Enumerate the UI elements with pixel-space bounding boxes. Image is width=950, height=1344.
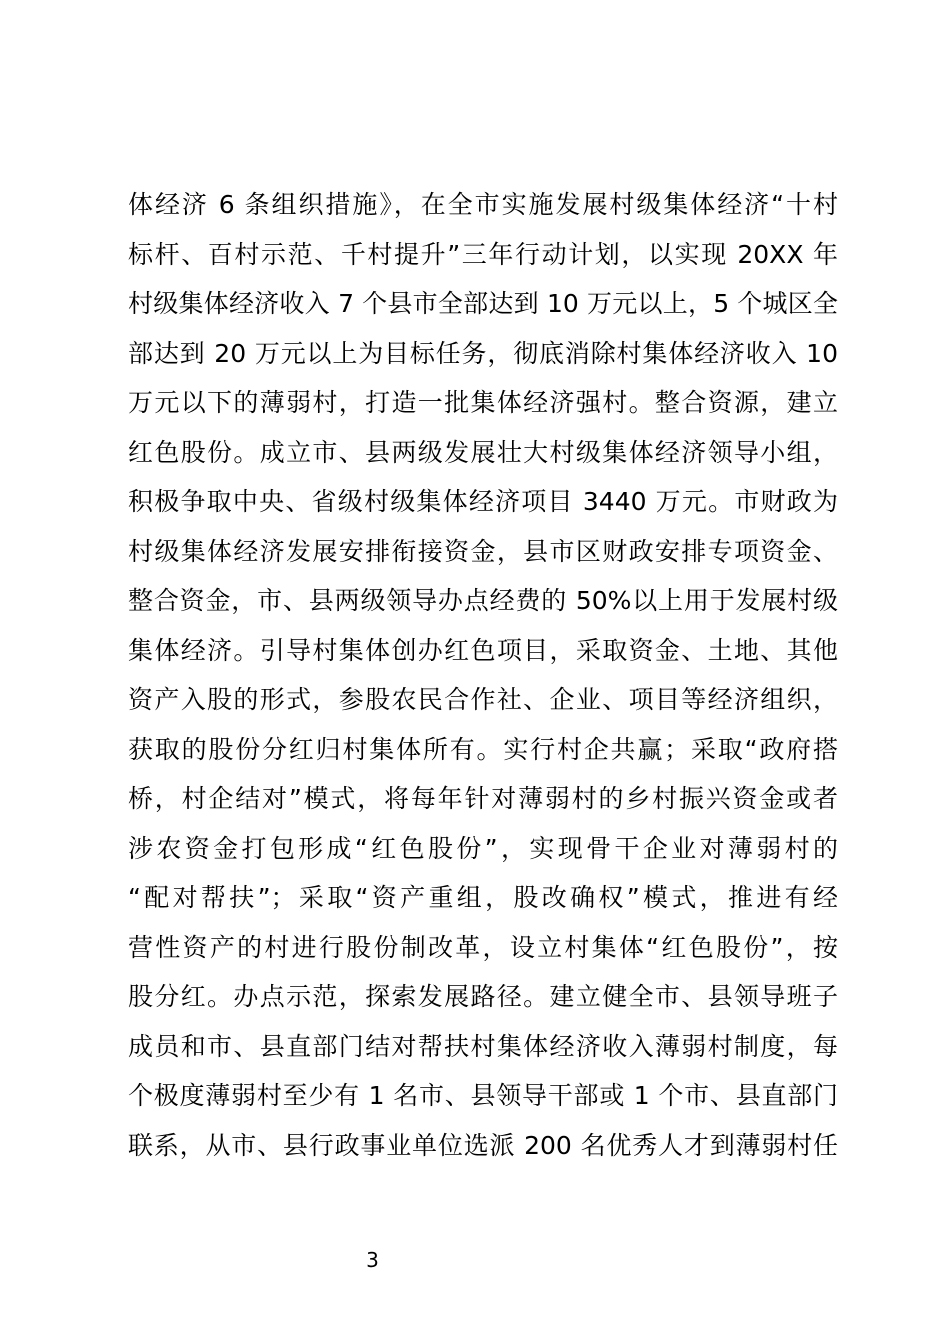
body-text — [128, 180, 838, 1170]
text-line: 营性资产的村进行股份制改革，设立村集体“红色股份”，按 — [128, 932, 838, 962]
text-line: 标杆、百村示范、千村提升”三年行动计划，以实现 20XX 年 — [128, 239, 838, 269]
text-line: 万元以下的薄弱村，打造一批集体经济强村。整合资源，建立 — [128, 388, 838, 417]
text-line: 整合资金，市、县两级领导办点经费的 50%以上用于发展村级 — [128, 586, 838, 615]
text-line: 积极争取中央、省级村级集体经济项目 3440 万元。市财政为 — [128, 487, 838, 516]
text-line: 联系，从市、县行政事业单位选派 200 名优秀人才到薄弱村任 — [128, 1130, 838, 1160]
text-line: 个极度薄弱村至少有 1 名市、县领导干部或 1 个市、县直部门 — [128, 1081, 838, 1110]
text-line: 涉农资金打包形成“红色股份”，实现骨干企业对薄弱村的 — [128, 833, 838, 863]
text-line: 村级集体经济发展安排衔接资金，县市区财政安排专项资金、 — [128, 536, 838, 566]
text-line: 股分红。办点示范，探索发展路径。建立健全市、县领导班子 — [128, 982, 838, 1011]
text-line: 成员和市、县直部门结对帮扶村集体经济收入薄弱村制度，每 — [128, 1031, 838, 1061]
text-line: 体经济 6 条组织措施》，在全市实施发展村级集体经济“十村 — [128, 190, 838, 219]
text-line: 部达到 20 万元以上为目标任务，彻底消除村集体经济收入 10 — [128, 338, 838, 368]
text-line: 红色股份。成立市、县两级发展壮大村级集体经济领导小组， — [128, 437, 838, 467]
text-line: 村级集体经济收入 7 个县市全部达到 10 万元以上，5 个城区全 — [128, 289, 838, 318]
text-line: “配对帮扶”；采取“资产重组，股改确权”模式，推进有经 — [128, 883, 838, 912]
page-number: 3 — [366, 1248, 379, 1272]
text-line: 获取的股份分红归村集体所有。实行村企共赢；采取“政府搭 — [128, 734, 838, 764]
text-line: 集体经济。引导村集体创办红色项目，采取资金、土地、其他 — [128, 635, 838, 665]
text-line: 桥，村企结对”模式，将每年针对薄弱村的乡村振兴资金或者 — [128, 784, 838, 813]
text-line: 资产入股的形式，参股农民合作社、企业、项目等经济组织， — [128, 685, 838, 714]
